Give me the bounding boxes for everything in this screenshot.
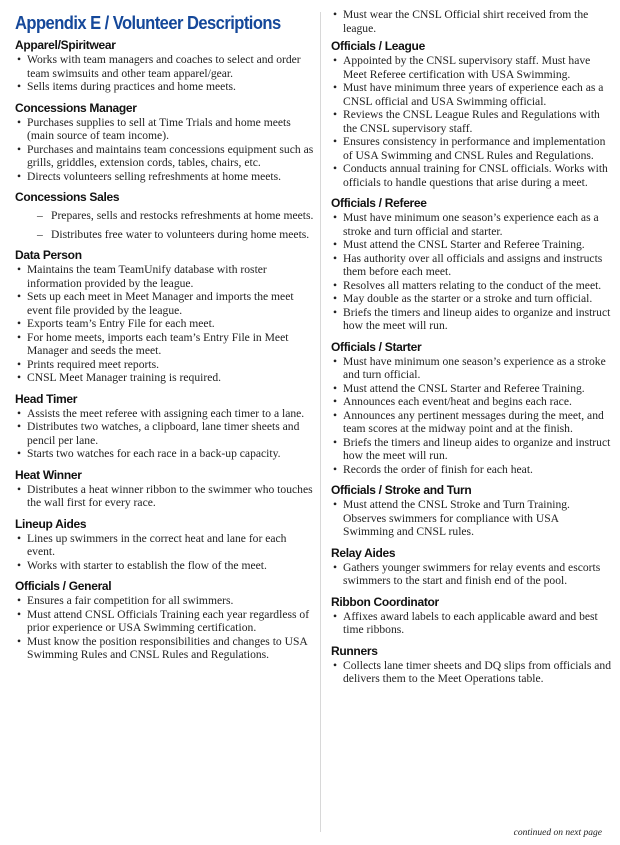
section-title: Heat Winner xyxy=(15,467,82,482)
bullet-item: • Assists the meet referee with assigning each timer to a lane. xyxy=(15,407,315,421)
bullet-item: • Must wear the CNSL Official shirt received from the league. xyxy=(331,8,611,35)
bullet-item: • Collects lane timer sheets and DQ slips from officials and delivers them to the Meet Operations table. xyxy=(331,659,611,686)
bullet-list xyxy=(15,407,315,461)
bullet-item: • Purchases supplies to sell at Time Trials and home meets (main source of team income). xyxy=(15,116,315,143)
section-title: Concessions Manager xyxy=(15,100,137,115)
bullet-list xyxy=(331,610,611,637)
bullet-item: • Must attend the CNSL Starter and Referee Training. xyxy=(331,238,611,252)
bullet-item: • Must have minimum one season’s experience each as a stroke and turn official and starter. xyxy=(331,211,611,238)
section-concessions-sales xyxy=(15,190,315,241)
section-title: Officials / Stroke and Turn xyxy=(331,483,472,497)
section-heat-winner xyxy=(15,468,315,510)
bullet-list xyxy=(15,116,315,184)
bullet-item: – Distributes free water to volunteers during home meets. xyxy=(15,228,315,242)
bullet-list xyxy=(15,263,315,385)
bullet-item: • Affixes award labels to each applicable award and best time ribbons. xyxy=(331,610,611,637)
bullet-item: • Sells items during practices and home meets. xyxy=(15,80,315,94)
bullet-list xyxy=(331,54,611,189)
right-section-list xyxy=(331,39,611,686)
bullet-item: • Must attend CNSL Officials Training each year regardless of prior experience or USA Swimming certification. xyxy=(15,608,315,635)
section-title: Head Timer xyxy=(15,391,78,406)
bullet-list xyxy=(331,355,611,477)
bullet-item: • Reviews the CNSL League Rules and Regulations with the CNSL supervisory staff. xyxy=(331,108,611,135)
section-officials-general xyxy=(15,579,315,662)
bullet-item: • Briefs the timers and lineup aides to organize and instruct how the meet will run. xyxy=(331,306,611,333)
section-title: Apparel/Spiritwear xyxy=(15,38,116,52)
bullet-item: • Must have minimum one season’s experience as a stroke and turn official. xyxy=(331,355,611,382)
bullet-item: • Prints required meet reports. xyxy=(15,358,315,372)
bullet-item: • Must have minimum three years of experience each as a CNSL official and USA Swimming official. xyxy=(331,81,611,108)
bullet-item: • Lines up swimmers in the correct heat and lane for each event. xyxy=(15,532,315,559)
bullet-list xyxy=(15,532,315,573)
section-title: Ribbon Coordinator xyxy=(331,594,439,609)
bullet-item: • Must know the position responsibilities and changes to USA Swimming Rules and CNSL Rules and Regulations. xyxy=(15,635,315,662)
section-officials-league xyxy=(331,39,611,189)
section-title: Lineup Aides xyxy=(15,516,87,531)
section-title: Officials / League xyxy=(331,39,425,53)
bullet-item: • Exports team’s Entry File for each meet. xyxy=(15,317,315,331)
bullet-list xyxy=(15,53,315,94)
section-officials-starter xyxy=(331,340,611,477)
bullet-item: • Sets up each meet in Meet Manager and imports the meet event file provided by the league. xyxy=(15,290,315,317)
bullet-item: • Starts two watches for each race in a back-up capacity. xyxy=(15,447,315,461)
section-data-person xyxy=(15,248,315,385)
bullet-item: • Resolves all matters relating to the conduct of the meet. xyxy=(331,279,611,293)
section-title: Officials / Starter xyxy=(331,339,422,354)
continued-bullet-list xyxy=(331,8,611,35)
section-runners xyxy=(331,644,611,686)
bullet-item: – Prepares, sells and restocks refreshments at home meets. xyxy=(15,209,315,223)
bullet-list xyxy=(15,594,315,662)
bullet-item: • Briefs the timers and lineup aides to organize and instruct how the meet will run. xyxy=(331,436,611,463)
section-title: Data Person xyxy=(15,248,82,262)
column-divider xyxy=(320,12,321,832)
section-head-timer xyxy=(15,392,315,461)
bullet-item: • May double as the starter or a stroke and turn official. xyxy=(331,292,611,306)
bullet-item: • Records the order of finish for each heat. xyxy=(331,463,611,477)
bullet-item: • Distributes two watches, a clipboard, lane timer sheets and pencil per lane. xyxy=(15,420,315,447)
page-title: Appendix E / Volunteer Descriptions xyxy=(15,13,281,33)
bullet-item: • Gathers younger swimmers for relay events and escorts swimmers to the start and finish end of the pool. xyxy=(331,561,611,588)
bullet-item: • Distributes a heat winner ribbon to the swimmer who touches the wall first for every race. xyxy=(15,483,315,510)
bullet-list xyxy=(331,211,611,333)
section-officials-referee xyxy=(331,196,611,333)
section-relay-aides xyxy=(331,546,611,588)
section-officials-stroke-and-turn xyxy=(331,483,611,539)
bullet-item: • Must attend the CNSL Stroke and Turn Training. Observes swimmers for compliance with USA Swimming and CNSL rules. xyxy=(331,498,611,539)
bullet-item: • Announces any pertinent messages during the meet, and team scores at the midway point and at the finish. xyxy=(331,409,611,436)
bullet-list xyxy=(331,561,611,588)
bullet-item: • Must attend the CNSL Starter and Referee Training. xyxy=(331,382,611,396)
bullet-list xyxy=(331,498,611,539)
bullet-item: • Announces each event/heat and begins each race. xyxy=(331,395,611,409)
bullet-list xyxy=(15,209,315,241)
bullet-list xyxy=(331,659,611,686)
continued-note: continued on next page xyxy=(513,828,602,838)
bullet-item: • Works with team managers and coaches to select and order team swimsuits and other team apparel/gear. xyxy=(15,53,315,80)
left-section-list xyxy=(15,38,315,662)
bullet-item: • Ensures consistency in performance and implementation of USA Swimming and CNSL Rules and Regulations. xyxy=(331,135,611,162)
section-concessions-manager xyxy=(15,101,315,184)
bullet-list xyxy=(15,483,315,510)
bullet-item: • Ensures a fair competition for all swimmers. xyxy=(15,594,315,608)
section-title: Officials / Referee xyxy=(331,196,427,210)
section-title: Concessions Sales xyxy=(15,190,120,204)
bullet-item: • CNSL Meet Manager training is required. xyxy=(15,371,315,385)
bullet-item: • Purchases and maintains team concessions equipment such as grills, griddles, extension cords, tables, chairs, etc. xyxy=(15,143,315,170)
section-title: Officials / General xyxy=(15,579,112,593)
bullet-item: • Appointed by the CNSL supervisory staff. Must have Meet Referee certification with USA Swimming. xyxy=(331,54,611,81)
bullet-item: • Maintains the team TeamUnify database with roster information provided by the league. xyxy=(15,263,315,290)
bullet-item: • Has authority over all officials and assigns and instructs them before each meet. xyxy=(331,252,611,279)
section-apparel-spiritwear xyxy=(15,38,315,94)
bullet-item: • For home meets, imports each team’s Entry File in Meet Manager and seeds the meet. xyxy=(15,331,315,358)
left-column xyxy=(15,8,315,669)
section-title: Runners xyxy=(331,643,378,658)
section-lineup-aides xyxy=(15,517,315,573)
bullet-item: • Conducts annual training for CNSL officials. Works with officials to handle questions that arise during a meet. xyxy=(331,162,611,189)
bullet-item: • Directs volunteers selling refreshments at home meets. xyxy=(15,170,315,184)
bullet-item: • Works with starter to establish the flow of the meet. xyxy=(15,559,315,573)
right-column xyxy=(331,8,611,693)
section-ribbon-coordinator xyxy=(331,595,611,637)
section-continued-from-left xyxy=(331,8,611,35)
section-title: Relay Aides xyxy=(331,545,396,560)
